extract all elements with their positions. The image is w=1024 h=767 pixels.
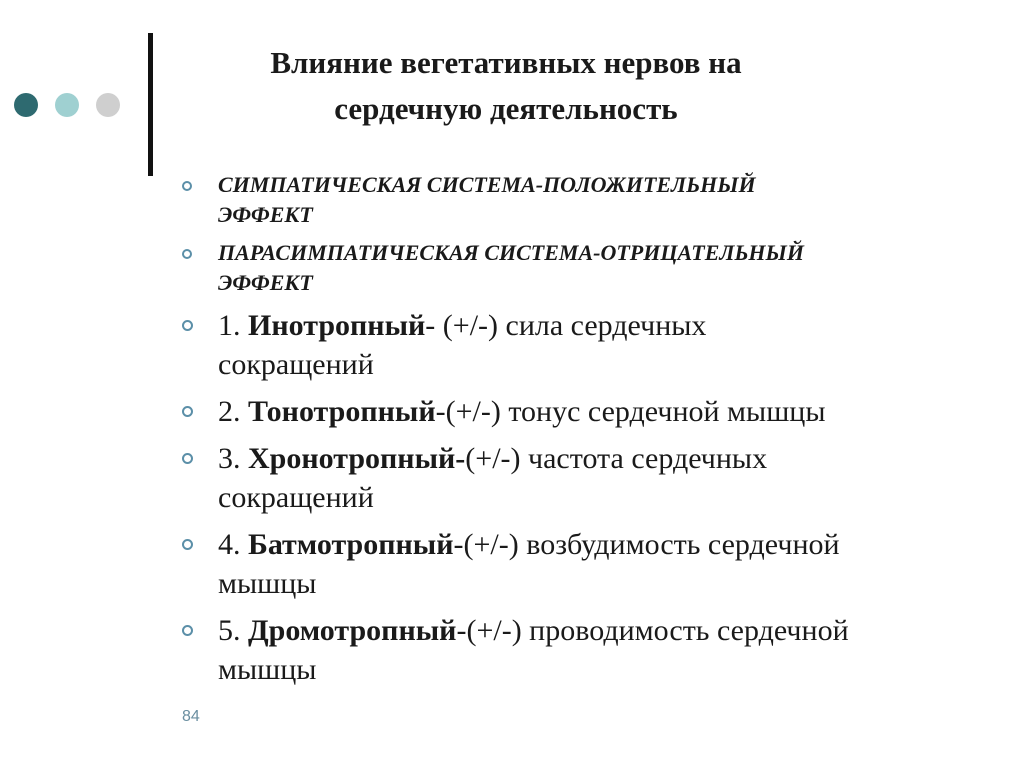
item-term: Хронотропный- xyxy=(248,442,466,475)
title-line-2: сердечную деятельность xyxy=(334,91,678,126)
bullet-icon xyxy=(182,539,193,550)
item-line-1 xyxy=(218,525,1012,564)
dot-gray xyxy=(96,93,120,117)
page-number: 84 xyxy=(182,708,200,725)
item-description: - (+/-) сила сердечных xyxy=(425,309,707,342)
list-item-sympathetic xyxy=(182,170,1012,230)
dot-dark xyxy=(14,93,38,117)
item-description: -(+/-) проводимость сердечной xyxy=(456,614,849,647)
item-number: 2. xyxy=(218,395,248,428)
bullet-icon xyxy=(182,406,193,417)
item-description: (+/-) частота сердечных xyxy=(465,442,768,475)
item-line-1 xyxy=(218,439,1012,478)
item-number: 4. xyxy=(218,528,248,561)
dot-light xyxy=(55,93,79,117)
slide-title xyxy=(156,40,856,132)
list-item-inotropic xyxy=(182,306,1012,384)
list-item-bathmotropic xyxy=(182,525,1012,603)
item-term: Инотропный xyxy=(248,309,426,342)
item-number: 3. xyxy=(218,442,248,475)
list-item-chronotropic xyxy=(182,439,1012,517)
bullet-icon xyxy=(182,625,193,636)
bullet-icon xyxy=(182,453,193,464)
item-line-1: ПАРАСИМПАТИЧЕСКАЯ СИСТЕМА-ОТРИЦАТЕЛЬНЫЙ xyxy=(218,240,804,265)
item-line-2: сокращений xyxy=(218,481,374,514)
item-description: -(+/-) тонус сердечной мышцы xyxy=(435,395,826,428)
item-description: -(+/-) возбудимость сердечной xyxy=(453,528,840,561)
item-line-2: мышцы xyxy=(218,653,317,686)
item-term: Дромотропный xyxy=(248,614,457,647)
decorative-dots xyxy=(14,93,120,117)
title-line-1: Влияние вегетативных нервов на xyxy=(270,45,742,80)
item-number: 5. xyxy=(218,614,248,647)
vertical-divider xyxy=(148,33,153,176)
list-item-tonotropic xyxy=(182,392,1012,431)
bullet-icon xyxy=(182,181,192,191)
bullet-list xyxy=(182,170,1012,697)
item-line-1 xyxy=(218,392,1012,431)
item-line-2: ЭФФЕКТ xyxy=(218,202,313,227)
item-term: Тонотропный xyxy=(248,395,436,428)
bullet-icon xyxy=(182,249,192,259)
item-line-2: мышцы xyxy=(218,567,317,600)
list-item-parasympathetic xyxy=(182,238,1012,298)
list-item-dromotropic xyxy=(182,611,1012,689)
item-number: 1. xyxy=(218,309,248,342)
item-line-2: сокращений xyxy=(218,348,374,381)
item-line-1: СИМПАТИЧЕСКАЯ СИСТЕМА-ПОЛОЖИТЕЛЬНЫЙ xyxy=(218,172,756,197)
bullet-icon xyxy=(182,320,193,331)
item-line-2: ЭФФЕКТ xyxy=(218,270,313,295)
item-line-1 xyxy=(218,306,1012,345)
item-line-1 xyxy=(218,611,1012,650)
item-term: Батмотропный xyxy=(248,528,454,561)
